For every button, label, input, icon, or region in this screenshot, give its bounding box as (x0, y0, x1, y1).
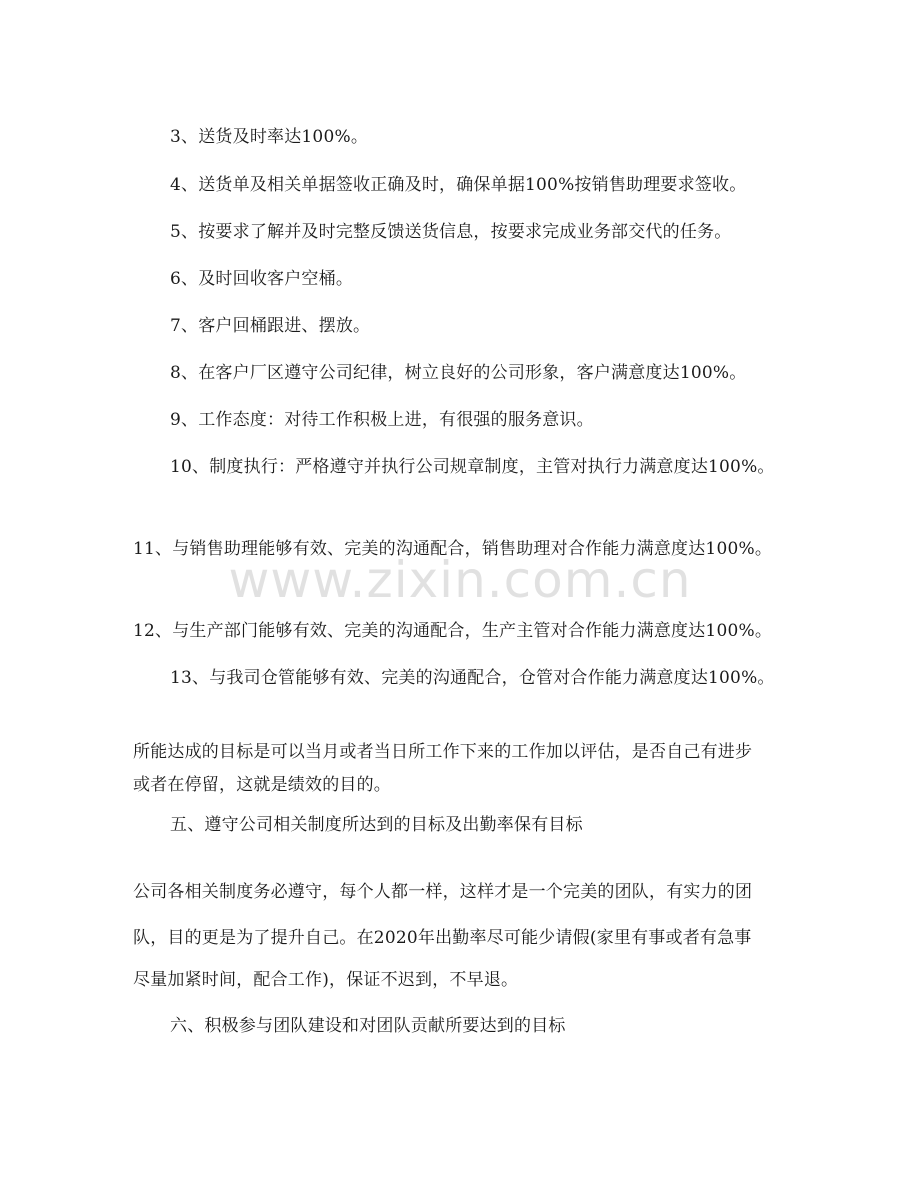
list-item: 10、制度执行：严格遵守并执行公司规章制度，主管对执行力满意度达100%。 (170, 457, 775, 477)
watermark-text: www.zixin.com.cn (228, 551, 692, 609)
section-heading: 六、积极参与团队建设和对团队贡献所要达到的目标 (170, 1016, 566, 1036)
list-item: 6、及时回收客户空桶。 (170, 269, 354, 289)
list-item: 11、与销售助理能够有效、完美的沟通配合，销售助理对合作能力满意度达100%。 (133, 539, 773, 559)
paragraph-line: 公司各相关制度务必遵守，每个人都一样，这样才是一个完美的团队，有实力的团 (133, 882, 753, 902)
paragraph-line: 所能达成的目标是可以当月或者当日所工作下来的工作加以评估，是否自己有进步 (133, 742, 753, 762)
section-heading: 五、遵守公司相关制度所达到的目标及出勤率保有目标 (170, 815, 583, 835)
list-item: 8、在客户厂区遵守公司纪律，树立良好的公司形象，客户满意度达100%。 (170, 363, 747, 383)
list-item: 7、客户回桶跟进、摆放。 (170, 316, 371, 336)
paragraph-line: 尽量加紧时间，配合工作)，保证不迟到，不早退。 (133, 970, 519, 990)
list-item: 4、送货单及相关单据签收正确及时，确保单据100%按销售助理要求签收。 (170, 175, 747, 195)
list-item: 3、送货及时率达100%。 (170, 127, 369, 147)
list-item: 12、与生产部门能够有效、完美的沟通配合，生产主管对合作能力满意度达100%。 (133, 621, 773, 641)
list-item: 9、工作态度：对待工作积极上进，有很强的服务意识。 (170, 410, 594, 430)
paragraph-line: 队，目的更是为了提升自己。在2020年出勤率尽可能少请假(家里有事或者有急事 (133, 928, 752, 948)
list-item: 5、按要求了解并及时完整反馈送货信息，按要求完成业务部交代的任务。 (170, 222, 732, 242)
paragraph-line: 或者在停留，这就是绩效的目的。 (133, 775, 391, 795)
list-item: 13、与我司仓管能够有效、完美的沟通配合，仓管对合作能力满意度达100%。 (170, 668, 775, 688)
